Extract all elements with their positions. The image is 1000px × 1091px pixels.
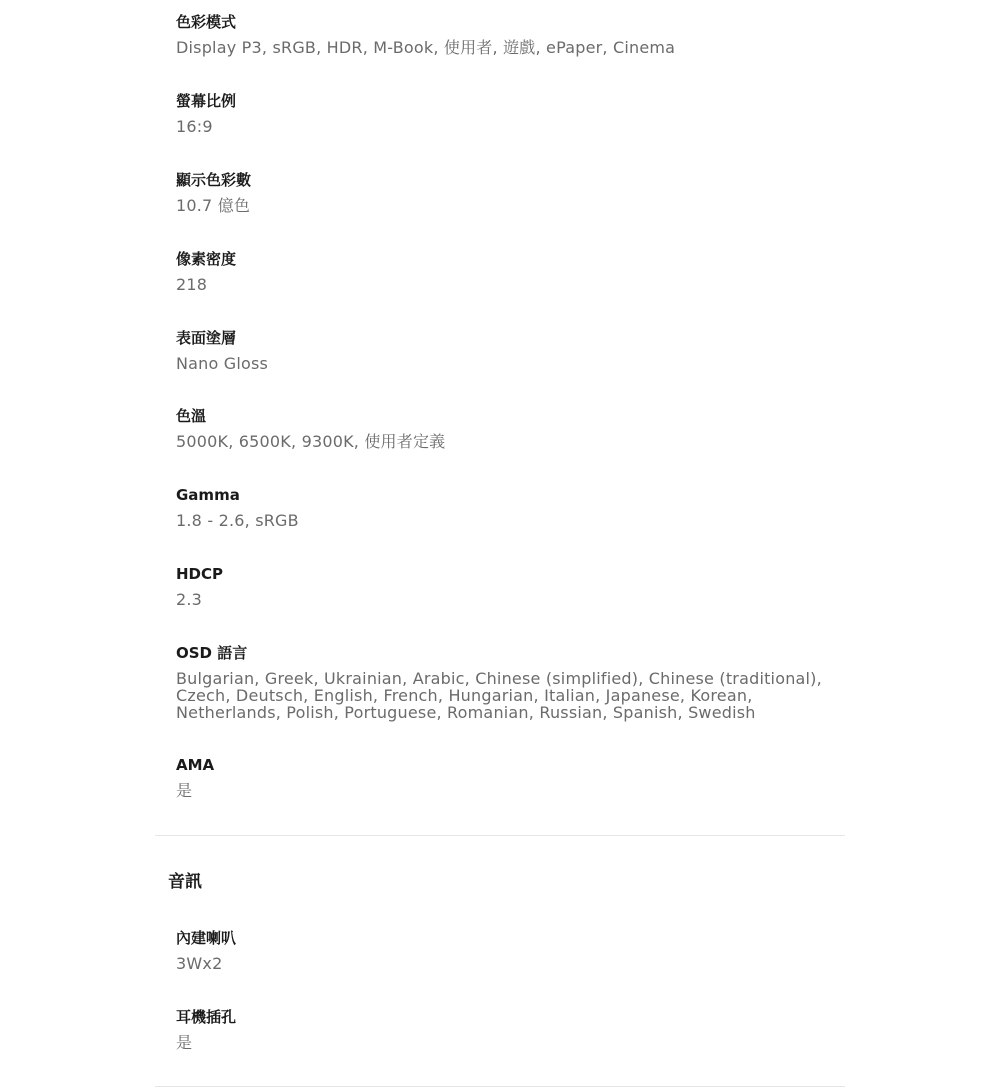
- spec-label: HDCP: [176, 565, 224, 583]
- spec-gamma: [176, 485, 836, 529]
- spec-color-depth: [176, 170, 836, 214]
- spec-value: 10.7 億色: [176, 196, 251, 215]
- spec-value: 16:9: [176, 117, 213, 136]
- spec-value: 1.8 - 2.6, sRGB: [176, 511, 299, 530]
- spec-label: 像素密度: [176, 250, 237, 268]
- spec-label: 內建喇叭: [176, 929, 237, 947]
- spec-value: 2.3: [176, 590, 203, 609]
- spec-value: 5000K, 6500K, 9300K, 使用者定義: [176, 432, 446, 451]
- spec-built-in-speakers: [176, 928, 836, 972]
- spec-value: 是: [176, 1033, 193, 1052]
- spec-label: OSD 語言: [176, 644, 248, 662]
- spec-label: AMA: [176, 756, 215, 774]
- spec-value: Bulgarian, Greek, Ukrainian, Arabic, Chinese (simplified), Chinese (traditional), Czech, Deutsch, English, French, Hungarian, Italian, Japanese, Korean, Netherlands, Polish, Portuguese, Romanian, Russian, Spanish, Swedish: [176, 669, 822, 722]
- spec-label: 顯示色彩數: [176, 171, 252, 189]
- spec-surface-coating: [176, 328, 836, 372]
- spec-aspect-ratio: [176, 91, 836, 135]
- spec-value: Nano Gloss: [176, 354, 269, 373]
- spec-ama: [176, 755, 836, 799]
- section-divider: [155, 835, 845, 836]
- section-title-audio: 音訊: [168, 872, 202, 892]
- spec-color-mode: [176, 12, 836, 56]
- spec-label: 色彩模式: [176, 13, 237, 31]
- section-divider: [155, 1086, 845, 1087]
- spec-osd-language: [176, 643, 836, 721]
- spec-color-temperature: [176, 406, 836, 450]
- spec-value: 3Wx2: [176, 954, 223, 973]
- spec-value: Display P3, sRGB, HDR, M-Book, 使用者, 遊戲, ePaper, Cinema: [176, 38, 676, 57]
- spec-label: 耳機插孔: [176, 1008, 237, 1026]
- spec-label: Gamma: [176, 486, 240, 504]
- spec-label: 色溫: [176, 407, 207, 425]
- spec-label: 螢幕比例: [176, 92, 237, 110]
- spec-pixel-density: [176, 249, 836, 293]
- spec-hdcp: [176, 564, 836, 608]
- spec-value: 218: [176, 275, 208, 294]
- spec-headphone-jack: [176, 1007, 836, 1051]
- spec-label: 表面塗層: [176, 329, 237, 347]
- spec-value: 是: [176, 781, 193, 800]
